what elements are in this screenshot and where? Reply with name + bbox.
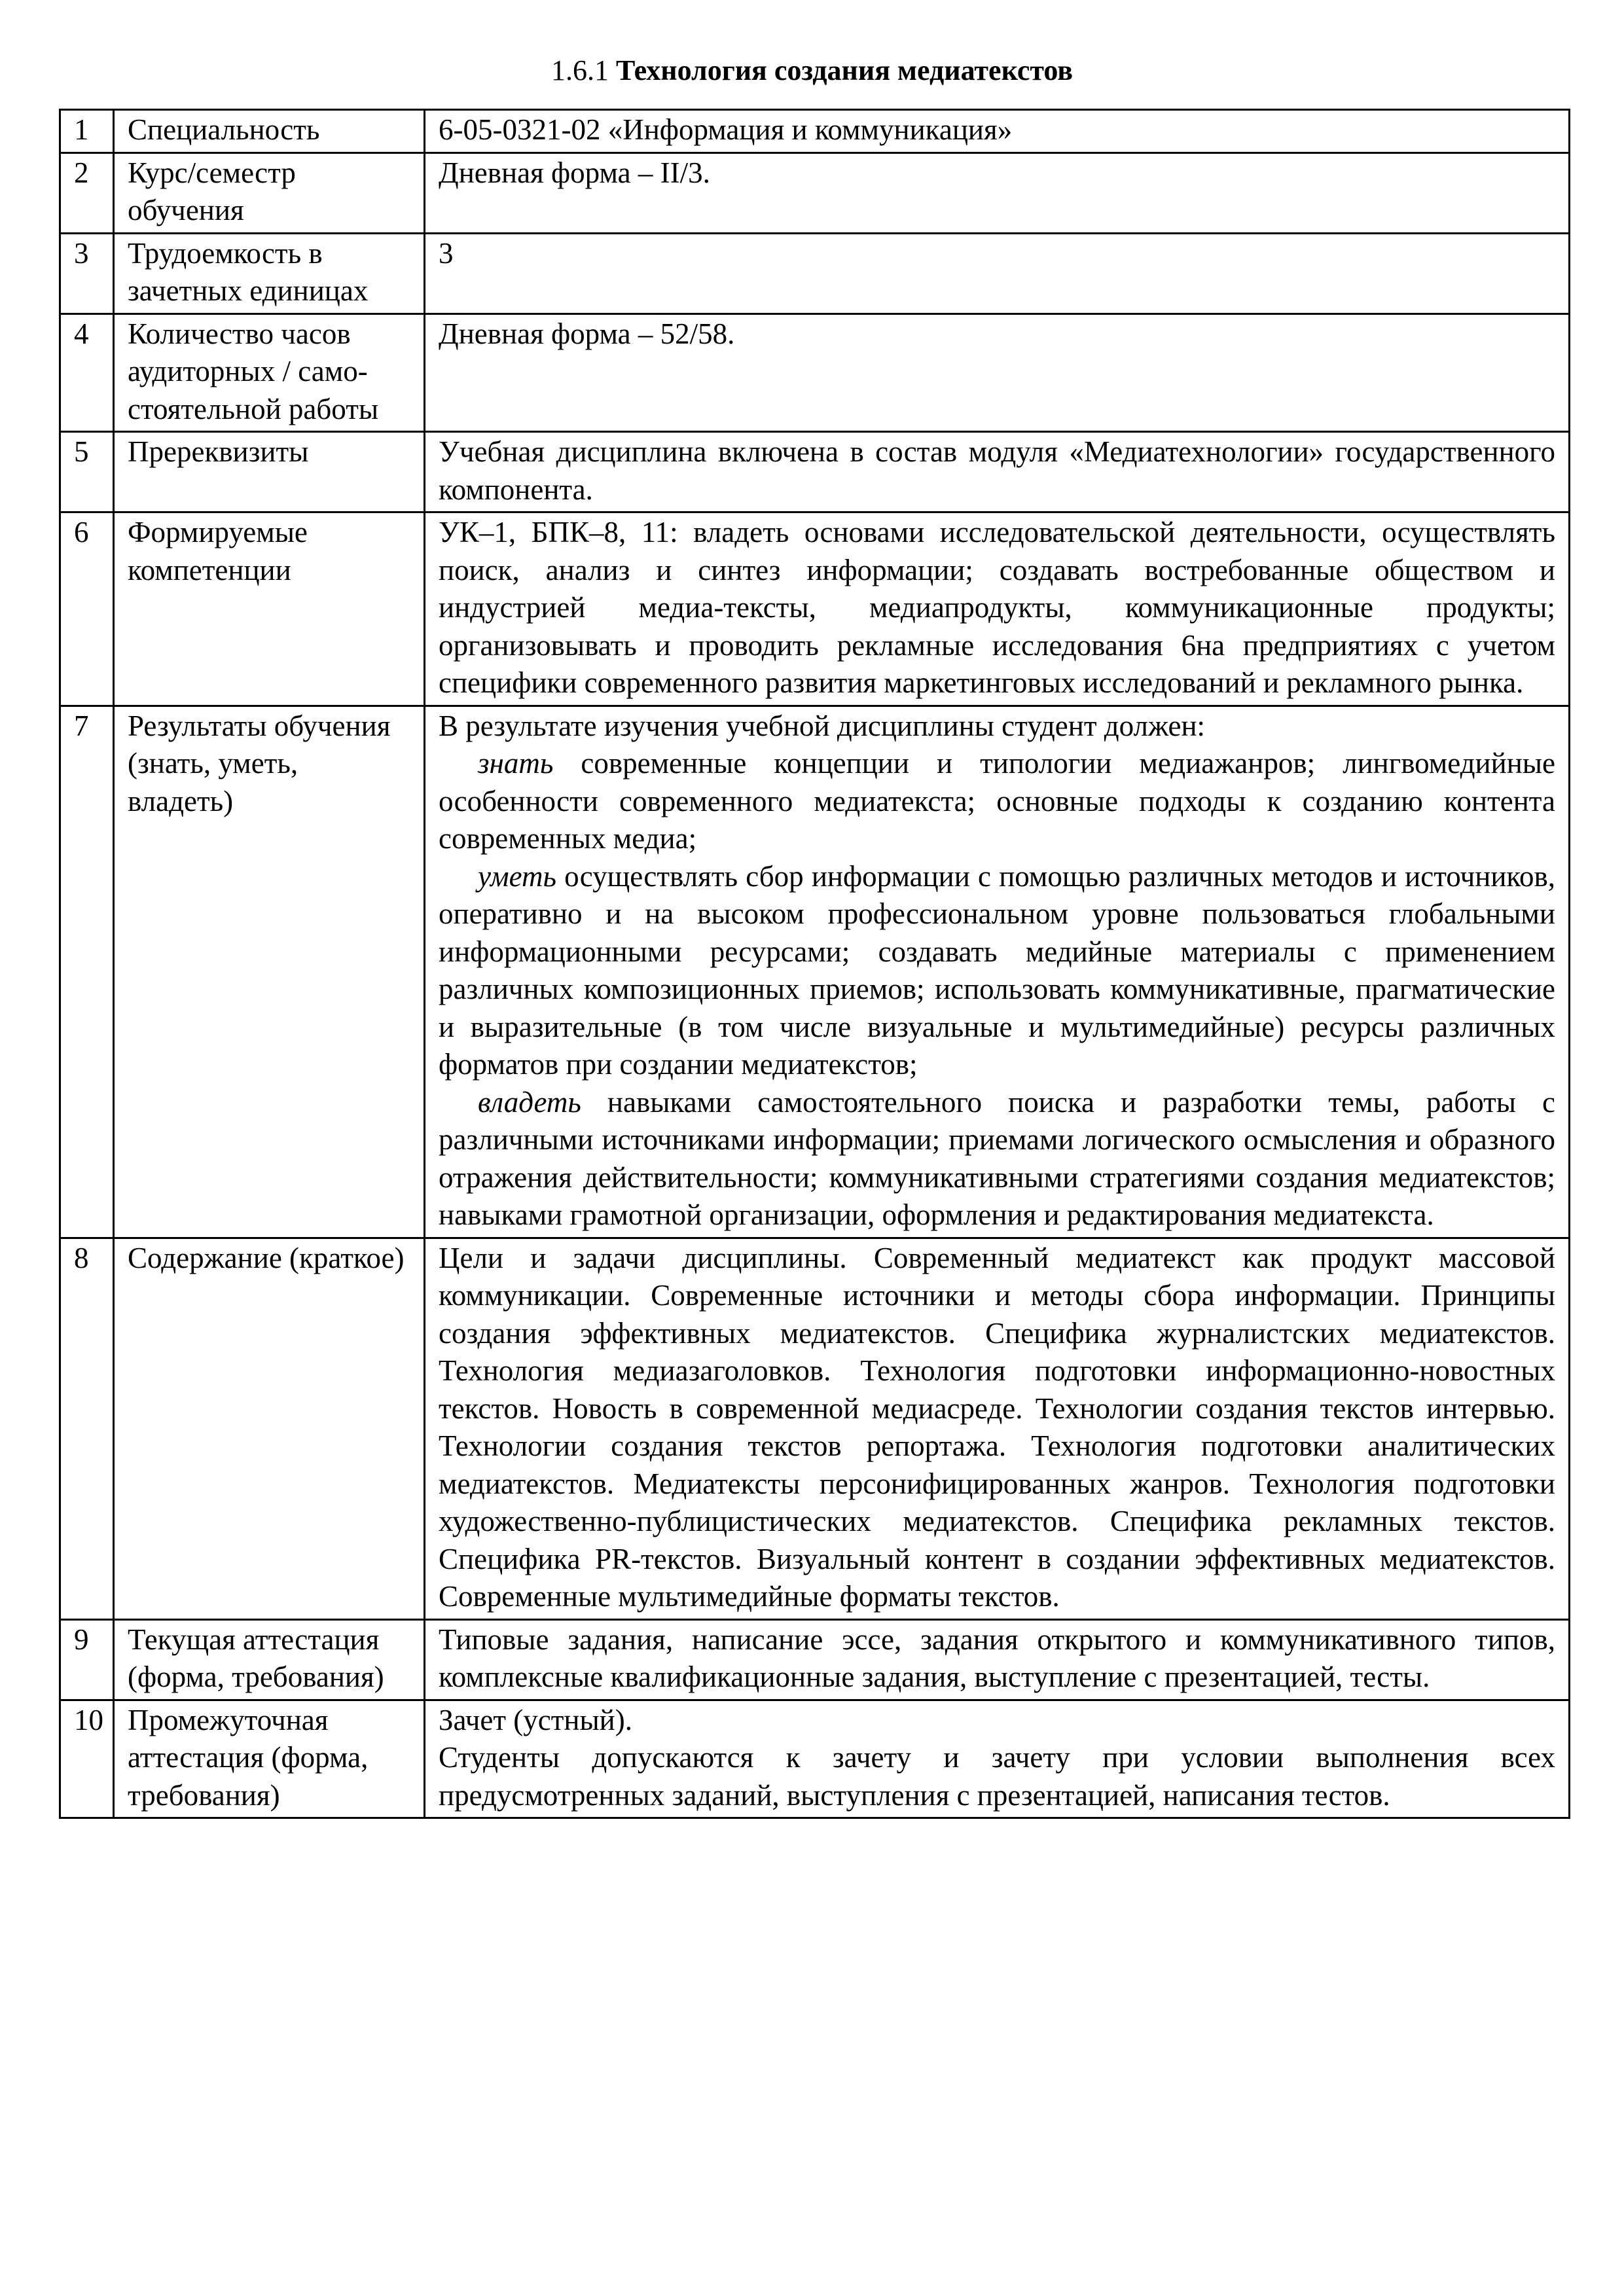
table-row	[60, 706, 1570, 1238]
row-number: 4	[60, 314, 114, 432]
value-paragraph	[439, 858, 1555, 1084]
page-title	[0, 52, 1624, 89]
value-paragraph	[439, 514, 1555, 702]
paragraph-text: В результате изучения учебной дисциплины студент должен:	[439, 709, 1206, 742]
row-number: 9	[60, 1619, 114, 1700]
row-value	[425, 1700, 1570, 1818]
value-paragraph	[439, 235, 1555, 273]
value-paragraph	[439, 1084, 1555, 1234]
paragraph-text: Дневная форма – II/3.	[439, 156, 710, 189]
row-value	[425, 1619, 1570, 1700]
table-row	[60, 152, 1570, 233]
table-row	[60, 1619, 1570, 1700]
syllabus-table-body	[60, 110, 1570, 1818]
row-label: Количество часов аудиторных / само-стоятельной работы	[114, 314, 425, 432]
paragraph-text: Типовые задания, написание эссе, задания открытого и коммуникативного типов, комплексные квалификационные задания, выступление с презентацией, тесты.	[439, 1623, 1555, 1693]
paragraph-text: Цели и задачи дисциплины. Современный медиатекст как продукт массовой коммуникации. Современные источники и методы сбора информации. Принципы создания эффективных медиатекстов. Специфика журналистских медиатекстов. Технология медиазаголовков. Технология подготовки информационно-новостных текстов. Новость в современной медиасреде. Технологии создания текстов интервью. Технологии создания текстов репортажа. Технология подготовки аналитических медиатекстов. Медиатексты персонифицированных жанров. Технология подготовки художественно-публицистических медиатекстов. Специфика рекламных текстов. Специфика PR-текстов. Визуальный контент в создании эффективных медиатекстов. Современные мультимедийные форматы текстов.	[439, 1241, 1555, 1613]
value-paragraph	[439, 1702, 1555, 1740]
section-number: 1.6.1	[550, 54, 609, 86]
outcome-keyword: уметь	[478, 859, 556, 893]
paragraph-text: Зачет (устный).	[439, 1703, 632, 1736]
row-number: 8	[60, 1238, 114, 1619]
row-value	[425, 1238, 1570, 1619]
paragraph-text: Студенты допускаются к зачету и зачету при условии выполнения всех предусмотренных заданий, выступления с презентацией, написания тестов.	[439, 1741, 1555, 1812]
table-row	[60, 1700, 1570, 1818]
row-label: Содержание (краткое)	[114, 1238, 425, 1619]
row-number: 5	[60, 432, 114, 512]
table-row	[60, 1238, 1570, 1619]
value-paragraph	[439, 111, 1555, 149]
row-label: Результаты обучения (знать, уметь, владеть)	[114, 706, 425, 1238]
value-paragraph	[439, 1621, 1555, 1696]
value-paragraph	[439, 315, 1555, 353]
table-row	[60, 314, 1570, 432]
row-value	[425, 432, 1570, 512]
table-row	[60, 233, 1570, 314]
row-label: Трудоемкость в зачетных единицах	[114, 233, 425, 314]
paragraph-text: 3	[439, 236, 454, 270]
row-value	[425, 152, 1570, 233]
paragraph-text: Учебная дисциплина включена в состав модуля «Медиатехнологии» государственного компонента.	[439, 435, 1555, 506]
outcome-keyword: знать	[478, 747, 554, 780]
paragraph-text: современные концепции и типологии медиажанров; лингвомедийные особенности современного медиатекста; основные подходы к созданию контента современных медиа;	[439, 747, 1555, 855]
row-number: 6	[60, 512, 114, 706]
row-label: Промежуточная аттестация (форма, требования)	[114, 1700, 425, 1818]
row-number: 7	[60, 706, 114, 1238]
paragraph-text: осуществлять сбор информации с помощью различных методов и источников, оперативно и на высоком профессиональном уровне пользоваться глобальными информационными ресурсами; создавать медийные материалы с применением различных композиционных приемов; использовать коммуникативные, прагматические и выразительные (в том числе визуальные и мультимедийные) ресурсы различных форматов при создании медиатекстов;	[439, 859, 1555, 1081]
syllabus-table	[59, 109, 1570, 1819]
paragraph-text: УК–1, БПК–8, 11: владеть основами исследовательской деятельности, осуществлять поиск, анализ и синтез информации; создавать востребованные обществом и индустрией медиа-тексты, медиапродукты, коммуникационные продукты; организовывать и проводить рекламные исследования 6на предприятиях с учетом специфики современного развития маркетинговых исследований и рекламного рынка.	[439, 516, 1555, 699]
row-number: 3	[60, 233, 114, 314]
paragraph-text: Дневная форма – 52/58.	[439, 317, 735, 350]
value-paragraph	[439, 745, 1555, 858]
row-number: 1	[60, 110, 114, 153]
row-number: 10	[60, 1700, 114, 1818]
row-label: Курс/семестр обучения	[114, 152, 425, 233]
row-value	[425, 233, 1570, 314]
row-value	[425, 110, 1570, 153]
row-label: Текущая аттестация (форма, требования)	[114, 1619, 425, 1700]
table-row	[60, 432, 1570, 512]
row-number: 2	[60, 152, 114, 233]
row-value	[425, 314, 1570, 432]
value-paragraph	[439, 433, 1555, 509]
table-row	[60, 512, 1570, 706]
row-label: Пререквизиты	[114, 432, 425, 512]
row-label: Специальность	[114, 110, 425, 153]
value-paragraph	[439, 154, 1555, 192]
value-paragraph	[439, 1240, 1555, 1616]
row-label: Формируемые компетенции	[114, 512, 425, 706]
row-value	[425, 512, 1570, 706]
section-title: Технология создания медиатекстов	[615, 54, 1074, 86]
outcome-keyword: владеть	[478, 1085, 581, 1119]
table-row	[60, 110, 1570, 153]
paragraph-text: 6-05-0321-02 «Информация и коммуникация»	[439, 113, 1013, 146]
paragraph-text: навыками самостоятельного поиска и разработки темы, работы с различными источниками информации; приемами логического осмысления и образного отражения действительности; коммуникативными стратегиями создания медиатекстов; навыками грамотной организации, оформления и редактирования медиатекста.	[439, 1085, 1555, 1231]
row-value	[425, 706, 1570, 1238]
value-paragraph	[439, 1739, 1555, 1814]
value-paragraph	[439, 708, 1555, 745]
